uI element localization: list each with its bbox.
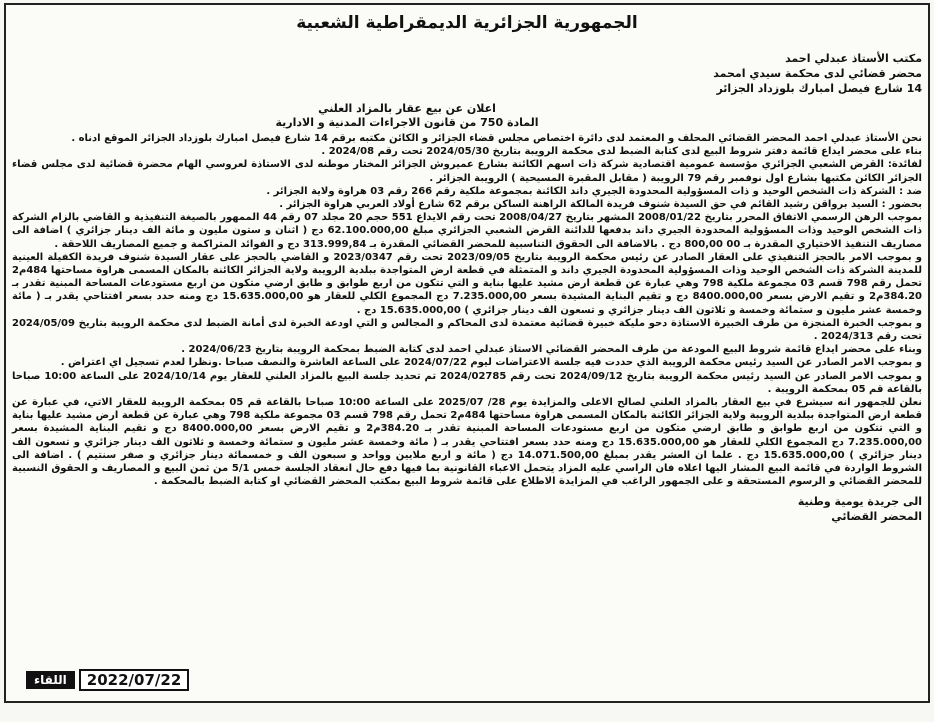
notice-title <box>6 102 808 130</box>
body-paragraph: نعلن للجمهور انه سيشرع في بيع العقار بالمزاد العلني لصالح الاعلى والمزايدة يوم 28/ 2025/07 على الساعة 10:00 صباحا بالقاعة قم 05 بمحكمة الرويبة للعقار الاتي، في عبارة عن قطعة ارض المتواجدة ببلدية الرويبة ولاية الجزائر الكائنة بالمكان المسمى هراوة مساحتها 484م2 تحمل رقم 798 قسم 03 مجموعة ملكية 798 وهي عبارة عن قطعة ارض مشيد عليها بناية و التي تتكون من اربع طوابق و طابق ارضي متكون من اربع مستودعات المساحة المبنية تقدر بـ 384.20م2 و تقيم الارض بسعر 8400.000,00 دج و تقيم البناية المشيدة بسعر 7.235.000,00 دج المجموع الكلي للعقار هو 15.635.000,00 دج ومنه حدد بسعر افتتاحي يقدر بـ ( مائة وخمسة عشر مليون و ستمائة وخمسة و ثلاثون الف دينار جزائري و تسعون الف دينار جزائري ) 15.635.000,00 دج . علما ان العشر يقدر بمبلغ 14.071.500,00 دج ( مائة و اربع ملايين وواحد و سبعون الف و خمسمائة دينار جزائري و صفر سنتيم ) . اضافة الى الشروط الواردة في قائمة البيع المشار اليها اعلاه فان الراسي عليه المزاد يتحمل الاعباء القانونية بما فيها دفع حال انعقاد الجلسة خمس 5/1 من ثمن البيع و المصاريف و الحقوق النسبية للمحضر القضائي و الرسوم المستحقة و على الجمهور الراغب في المزايدة الاطلاع على قائمة شروط البيع بمكتب المحضر القضائي او كتابة الضبط بالمحكمة . <box>12 397 923 488</box>
body-paragraph: بناء على محضر ايداع قائمة دفتر شروط البيع لدى كتابة الضبط لدى محكمة الرويبة بتاريخ 2024/05/30 تحت رقم 2024/08 . <box>321 146 922 158</box>
office-line: مكتب الأستاذ عبدلي احمد <box>785 52 922 65</box>
body-paragraph: و بموجب الامر الصادر عن السيد رئيس محكمة الرويبة الذي حددت فيه جلسة الاعتراضات ليوم 2024/07/22 على الساعة العاشرة والنصف صباحا .ونظرا لعدم تسجيل اي اعتراض . <box>60 357 922 369</box>
signature-block <box>6 494 928 524</box>
body-paragraph: و بموجب الامر الصادر عن السيد رئيس محكمة الرويبة بتاريخ 2024/09/12 تحت رقم 2024/02785 تم تحديد جلسة البيع بالمزاد العلني للعقار يوم 2024/10/14 على الساعة 10:00 صباحا بالقاعة قم 05 بمحكمة الرويبة . <box>12 370 923 395</box>
republic-header: الجمهورية الجزائرية الديمقراطية الشعبية <box>296 13 638 33</box>
body-paragraph: بحضور : السيد برواقن رشيد القائم في حق السيدة شنوف فريدة المالكة الراهنة الساكن برقم 62 شارع أولاد العربي هراوة الجزائر . <box>279 199 922 211</box>
body-paragraph: لفائدة: القرض الشعبي الجزائري مؤسسة عمومية اقتصادية شركة ذات اسهم الكائنة بشارع عميروش الجزائر المختار موطنه لدى الاستاذة لعروسي الهام محضرة قضائية لدى مجلس قضاء الجزائر الكائن مكتبها بشارع اول نوفمبر رقم 79 الرويبة ( مقابل المقبرة المسيحية ) الرويبة الجزائر . <box>12 159 922 184</box>
notice-title-line: اعلان عن بيع عقار بالمزاد العلني <box>318 102 496 115</box>
body-paragraph: ضد : الشركة ذات الشخص الوحيد و ذات المسؤولية المحدودة الجيري داند الكائنة بمجموعة ملكية رقم 266 رقم 03 هراوة ولاية الجزائر . <box>266 185 922 197</box>
newspaper-stamp <box>26 669 189 691</box>
publication-date: 2022/07/22 <box>79 669 189 691</box>
bailiff-office-block <box>6 51 928 96</box>
legal-notice-page <box>4 3 930 703</box>
body-paragraph: نحن الأستاذ عبدلي احمد المحضر القضائي المحلف و المعتمد لدى دائرة اختصاص مجلس قضاء الجزائر و الكائن مكتبه برقم 14 شارع فيصل امبارك بلوزداد الجزائر الموقع ادناه . <box>71 133 922 144</box>
body-paragraph: و بموجب الامر بالحجز التنفيذي على العقار الصادر عن رئيس محكمة الرويبة بتاريخ 2023/09/05 تحت رقم 2023/0347 و القاضي بالحجز على عقار السيدة شنوف فريدة الكفيلة العينية للمدينة الشركة ذات الشخص الوحيد وذات المسؤولية المحدودة الجيري داند و المتمثلة في قطعة ارض المتواجدة ببلدية الرويبة ولاية الجزائر الكائنة بالمكان المسمى هراوة مساحتها 484م2 تحمل رقم 798 قسم 03 مجموعة ملكية 798 وهي عبارة عن قطعة ارض مشيد عليها بناية و التي تتكون من اربع طوابق و طابق ارضي متكون من اربع مستودعات المساحة المبنية تقدر بـ 384.20م2 و تقيم الارض بسعر 8400.000,00 دج و تقيم البناية المشيدة بسعر 7.235.000,00 دج المجموع الكلي للعقار هو 15.635.000,00 دج ومنه حدد بسعر افتتاحي يقدر بـ ( مائة وخمسة عشر مليون و ستمائة وخمسة و ثلاثون الف دينار جزائري و تسعون الف دينار جزائري ) 15.635.000,00 دج . <box>12 251 923 316</box>
body-paragraph: بموجب الرهن الرسمي الاتفاق المحرر بتاريخ 2008/01/22 المشهر بتاريخ 2008/04/27 تحت رقم الايداع 551 حجم 20 مجلد 07 رقم 44 الممهور بالصيغة التنفيذية و القاضي بالزام الشركة ذات الشخص الوحيد وذات المسؤولية المحدودة الجيري داند بدفعها للدائنة القرض الشعبي الجزائري مبلغ 62.100.000,00 دج ( اثنان و ستون مليون و مائة الف دينار جزائري ) اضافة الى مصاريف التنفيذ الاختياري المقدرة بـ 00 800,00 دج . بالاضافة الى الحقوق التناسبية للمحضر القضائي المقدرة بـ 313.999,84 دج و الفوائد المتراكمة و جميع المصاريف اللاحقة . <box>12 212 923 250</box>
office-line: 14 شارع فيصل امبارك بلوزداد الجزائر <box>716 82 922 95</box>
office-line: محضر قضائي لدى محكمة سيدي امحمد <box>713 67 922 80</box>
notice-article-line: المادة 750 من قانون الاجراءات المدنية و الادارية <box>275 116 539 129</box>
signature-line: الى جريدة يومية وطنية <box>797 495 922 509</box>
signature-line: المحضر القضائي <box>831 510 922 524</box>
body-paragraph: وبناء على محضر ايداع قائمة شروط البيع المودعة من طرف المحضر القضائي الاستاذ عبدلي احمد لدى كتابة الضبط بمحكمة الرويبة بتاريخ 2024/06/23 . <box>181 344 922 356</box>
notice-body <box>6 130 928 488</box>
newspaper-name: اللقاء <box>26 671 75 689</box>
body-paragraph: و بموجب الخبرة المنجزة من طرف الخبيرة الاستاذة دحو مليكة خبيرة قضائية معتمدة لدى المحاكم و المجالس و التي اودعة الخبرة لدى أمانة الضبط لدى محكمة الرويبة بتاريخ 2024/05/09 تحت رقم 2024/313 . <box>12 317 922 343</box>
